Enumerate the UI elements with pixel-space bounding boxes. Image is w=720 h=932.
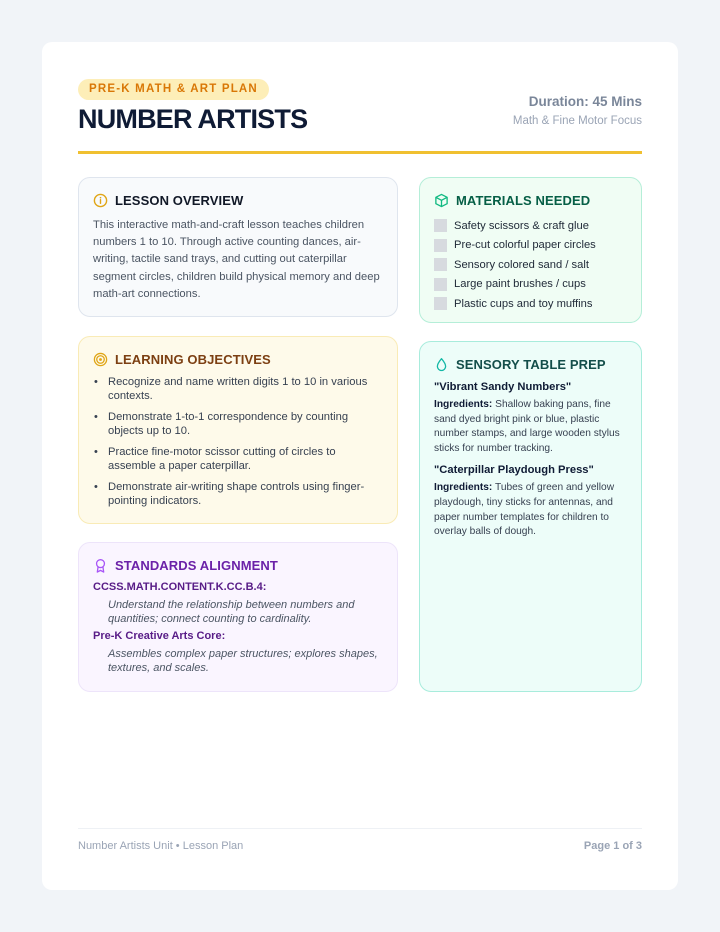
lesson-overview-text: This interactive math-and-craft lesson teaches children numbers 1 to 10. Through active counting dances, air-writing, tactile sand trays, and cutting out caterpillar segment circles, children build physical memory and deep math-art connections. (93, 219, 380, 300)
material-checkbox[interactable] (434, 278, 447, 291)
target-icon (93, 352, 108, 367)
material-label: Pre-cut colorful paper circles (454, 239, 596, 252)
material-label: Large paint brushes / cups (454, 278, 586, 291)
materials-needed-header (434, 193, 627, 208)
standard-description: Assembles complex paper structures; explores shapes, textures, and scales. (108, 648, 378, 674)
standard-code: CCSS.MATH.CONTENT.K.CC.B.4: (93, 581, 267, 593)
recipe-body (434, 398, 627, 456)
plan-badge: PRE-K MATH & ART PLAN (78, 79, 269, 100)
recipe-title: "Vibrant Sandy Numbers" (434, 381, 572, 393)
page-footer (78, 828, 642, 852)
material-label: Plastic cups and toy muffins (454, 297, 593, 310)
droplet-icon (434, 357, 449, 372)
page-title: NUMBER ARTISTS (78, 104, 308, 134)
ingredients-label: Ingredients: (434, 399, 493, 410)
material-label: Sensory colored sand / salt (454, 258, 589, 271)
recipe-ingredients: Tubes of green and yellow playdough, tiny sticks for antennas, and paper number templates for children to overlay balls of dough. (434, 482, 615, 538)
materials-needed-card (419, 177, 642, 323)
sensory-table-prep-heading: SENSORY TABLE PREP (456, 357, 606, 372)
material-checkbox[interactable] (434, 297, 447, 310)
box-icon (434, 193, 449, 208)
ingredients-label: Ingredients: (434, 482, 493, 494)
recipe-body (434, 481, 627, 539)
materials-needed-heading: MATERIALS NEEDED (456, 193, 591, 208)
material-item (434, 216, 627, 236)
learning-objectives-header (93, 352, 383, 367)
material-checkbox[interactable] (434, 239, 447, 252)
learning-objectives-heading: LEARNING OBJECTIVES (115, 352, 271, 367)
learning-objectives-card (78, 336, 398, 524)
info-icon (93, 193, 108, 208)
standard-code: Pre-K Creative Arts Core: (93, 630, 226, 642)
materials-checklist (434, 216, 627, 314)
lesson-overview-heading: LESSON OVERVIEW (115, 193, 244, 208)
material-item (434, 275, 627, 295)
objective-item: • Demonstrate 1-to-1 correspondence by counting objects up to 10. (93, 410, 383, 438)
lesson-overview-header (93, 193, 383, 208)
objective-item: • Demonstrate air-writing shape controls using finger-pointing indicators. (93, 480, 383, 508)
material-checkbox[interactable] (434, 219, 447, 232)
footer-unit-label: Number Artists Unit • Lesson Plan (78, 840, 244, 852)
recipe-ingredients: Shallow baking pans, fine sand dyed bright pink or blue, plastic number stamps, and large wooden stylus sticks for number tracking. (434, 399, 620, 454)
material-checkbox[interactable] (434, 258, 447, 271)
duration-label: Duration: 45 Mins (528, 94, 642, 109)
page-number: Page 1 of 3 (583, 840, 642, 852)
standards-alignment-header (93, 558, 383, 573)
material-item (434, 236, 627, 256)
standards-alignment-card (78, 542, 398, 692)
page-header (78, 79, 642, 154)
sensory-table-prep-card (419, 341, 642, 692)
objective-item: • Practice fine-motor scissor cutting of circles to assemble a paper caterpillar. (93, 445, 383, 473)
objective-item: • Recognize and name written digits 1 to 10 in various contexts. (93, 375, 383, 403)
lesson-plan-page (42, 42, 678, 890)
award-icon (93, 558, 108, 573)
material-item (434, 255, 627, 275)
material-item (434, 294, 627, 314)
recipe-title: "Caterpillar Playdough Press" (434, 464, 594, 477)
standards-alignment-heading: STANDARDS ALIGNMENT (115, 558, 278, 573)
standard-description: Understand the relationship between numbers and quantities; connect counting to cardinality. (108, 599, 355, 625)
sensory-table-prep-header (434, 357, 627, 372)
objectives-list (93, 375, 383, 508)
lesson-overview-card (78, 177, 398, 317)
focus-label: Math & Fine Motor Focus (512, 115, 642, 127)
material-label: Safety scissors & craft glue (454, 219, 589, 232)
